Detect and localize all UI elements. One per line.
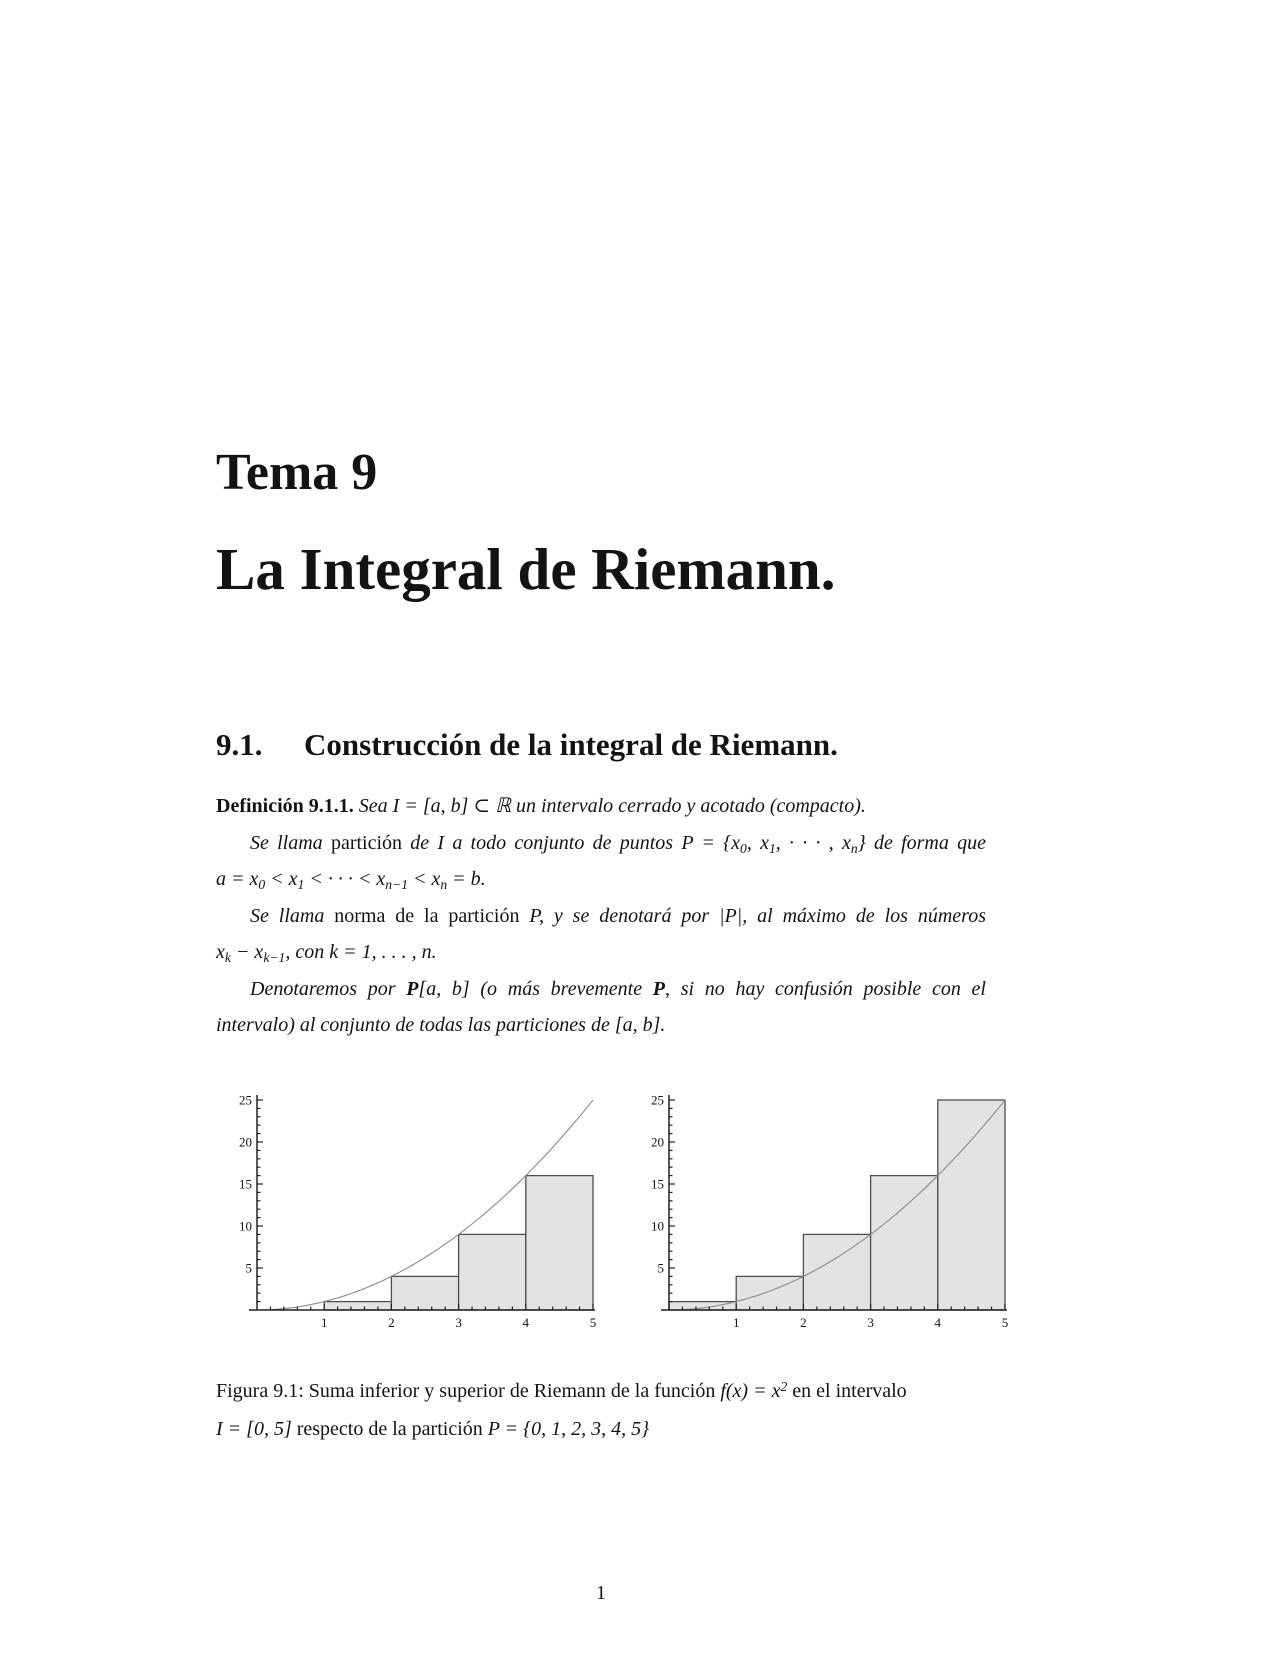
svg-text:10: 10 [239,1218,252,1234]
svg-text:5: 5 [589,1315,597,1330]
svg-text:1: 1 [732,1315,740,1330]
svg-text:25: 25 [651,1092,664,1108]
svg-text:15: 15 [651,1176,664,1192]
section-title: Construcción de la integral de Riemann. [304,727,838,762]
chapter-number: Tema 9 [216,444,378,501]
text-line: $a = x_0 < x_1$ < · · · < $x_{n-1} < x_n = b$. [216,868,486,892]
svg-text:1: 1 [320,1315,328,1330]
chapter-title: La Integral de Riemann. [216,536,836,602]
text-line: $x_k - x_{k-1}$, con k = 1, . . . , n. [216,941,437,965]
caption-line: I = [0, 5] respecto de la partición P = {0, 1, 2, 3, 4, 5} [216,1418,650,1440]
svg-text:4: 4 [522,1315,530,1330]
svg-text:5: 5 [657,1260,664,1276]
figure-9-1 [227,1082,1014,1334]
section-heading [216,728,838,762]
text-line: Denotaremos por P[a, b] (o más brevemente P, si no hay confusión posible con el [250,977,986,1000]
caption-line: Figura 9.1: Suma inferior y superior de Riemann de la función $f(x) = x^2$ en el intervalo [216,1378,907,1402]
svg-text:5: 5 [1001,1315,1009,1330]
svg-text:25: 25 [239,1092,252,1108]
section-number: 9.1. [216,727,263,762]
svg-text:15: 15 [239,1176,252,1192]
svg-text:20: 20 [651,1134,664,1150]
svg-text:2: 2 [800,1315,807,1330]
text-line: Se llama partición de I a todo conjunto de puntos $P = \{x_0$, $x_1$, · · · , $x_n$} de forma que [250,831,986,856]
svg-text:20: 20 [239,1134,252,1150]
svg-text:2: 2 [388,1315,395,1330]
svg-text:3: 3 [455,1315,462,1330]
svg-text:5: 5 [245,1260,252,1276]
definition-paragraphs [216,788,986,1044]
riemann-upper-sum-chart [639,1082,1014,1334]
svg-text:10: 10 [651,1218,664,1234]
text-line: Definición 9.1.1. Sea I = [a, b] ⊂ ℝ un intervalo cerrado y acotado (compacto). [216,795,866,817]
riemann-lower-sum-chart [227,1082,602,1334]
text-line: intervalo) al conjunto de todas las particiones de [a, b]. [216,1014,666,1036]
figure-caption [216,1372,986,1448]
page-number: 1 [596,1582,606,1604]
svg-text:4: 4 [934,1315,942,1330]
text-line: Se llama norma de la partición P, y se denotará por |P|, al máximo de los números [250,904,986,927]
svg-text:3: 3 [867,1315,874,1330]
